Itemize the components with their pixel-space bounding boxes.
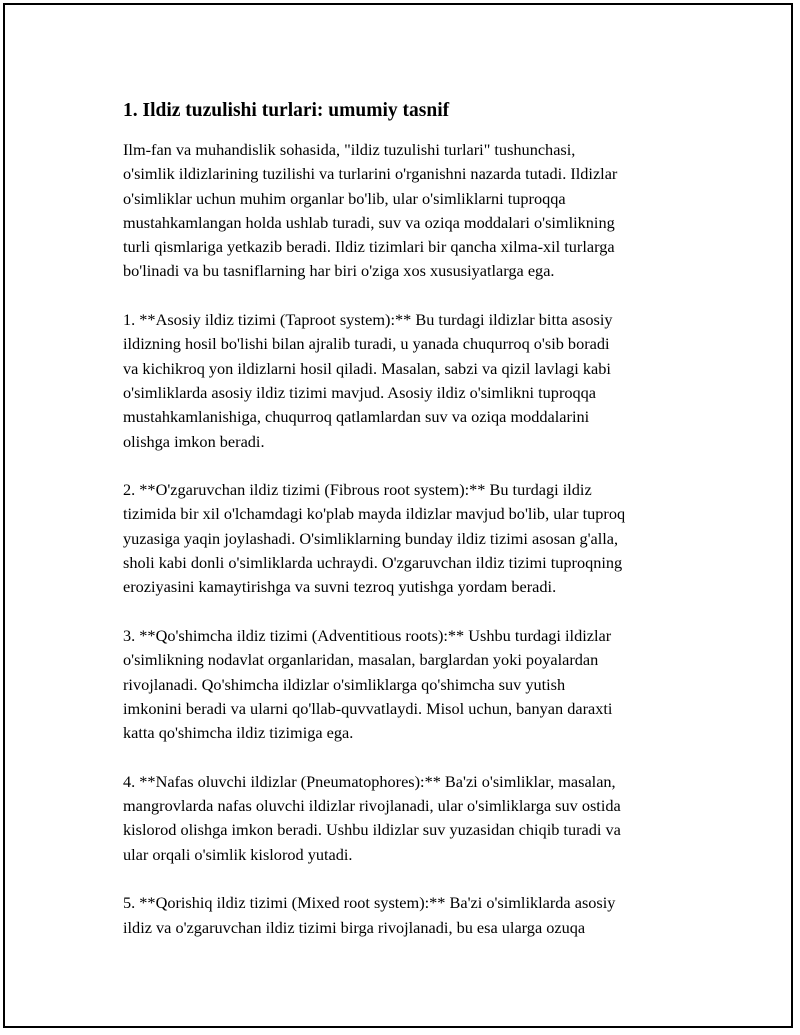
text-line: sholi kabi donli o'simliklarda uchraydi. O'zgaruvchan ildiz tizimi tuproqning [123,553,623,573]
text-line: o'simlik ildizlarining tuzilishi va turlarini o'rganishni nazarda tutadi. Ildizlar [123,164,618,184]
text-line: kislorod olishga imkon beradi. Ushbu ildizlar suv yuzasidan chiqib turadi va [123,820,621,840]
text-line: katta qo'shimcha ildiz tizimiga ega. [123,723,354,743]
text-line: Ilm-fan va muhandislik sohasida, "ildiz tuzulishi turlari" tushunchasi, [123,140,576,159]
adventitious-roots-paragraph [123,624,683,745]
text-line: eroziyasini kamaytirishga va suvni tezroq yutishga yordam beradi. [123,577,557,597]
taproot-paragraph [123,308,683,454]
text-line: ildizning hosil bo'lishi bilan ajralib turadi, u yanada chuqurroq o'sib boradi [123,334,610,354]
page-frame [3,3,793,1028]
text-line: o'simlikning nodavlat organlaridan, masalan, barglardan yoki poyalardan [123,650,599,670]
pneumatophores-paragraph [123,770,683,867]
text-line: 1. **Asosiy ildiz tizimi (Taproot system):** Bu turdagi ildizlar bitta asosiy [123,310,613,330]
document-title: 1. Ildiz tuzulishi turlari: umumiy tasnif [123,100,450,121]
text-line: 4. **Nafas oluvchi ildizlar (Pneumatophores):** Ba'zi o'simliklar, masalan, [123,771,616,791]
text-line: imkonini beradi va ularni qo'llab-quvvatlaydi. Misol uchun, banyan daraxti [123,698,613,718]
mixed-root-paragraph [123,891,683,940]
text-line: 3. **Qo'shimcha ildiz tizimi (Adventitious roots):** Ushbu turdagi ildizlar [123,625,612,645]
intro-paragraph [123,138,683,284]
text-line: mustahkamlanishiga, chuqurroq qatlamlardan suv va oziqa moddalarini [123,407,590,427]
text-line: o'simliklar uchun muhim organlar bo'lib, ular o'simliklarni tuproqqa [123,188,566,208]
text-line: mustahkamlangan holda ushlab turadi, suv va oziqa moddalari o'simlikning [123,212,615,232]
text-line: olishga imkon beradi. [123,431,265,451]
text-line: turli qismlariga yetkazib beradi. Ildiz tizimlari bir qancha xilma-xil turlarga [123,237,615,257]
text-line: ildiz va o'zgaruvchan ildiz tizimi birga rivojlanadi, bu esa ularga ozuqa [123,917,586,937]
text-line: va kichikroq yon ildizlarni hosil qiladi. Masalan, sabzi va qizil lavlagi kabi [123,358,611,378]
text-line: yuzasiga yaqin joylashadi. O'simliklarning bunday ildiz tizimi asosan g'alla, [123,528,619,548]
text-line: ular orqali o'simlik kislorod yutadi. [123,844,353,864]
text-line: bo'linadi va bu tasniflarning har biri o'ziga xos xususiyatlarga ega. [123,261,555,281]
text-line: mangrovlarda nafas oluvchi ildizlar rivojlanadi, ular o'simliklarga suv ostida [123,796,621,816]
text-line: o'simliklarda asosiy ildiz tizimi mavjud. Asosiy ildiz o'simlikni tuproqqa [123,382,597,402]
text-line: 5. **Qorishiq ildiz tizimi (Mixed root system):** Ba'zi o'simliklarda asosiy [123,893,616,913]
text-line: 2. **O'zgaruvchan ildiz tizimi (Fibrous root system):** Bu turdagi ildiz [123,480,592,500]
text-line: tizimida bir xil o'lchamdagi ko'plab mayda ildizlar mavjud bo'lib, ular tuproq [123,504,626,524]
text-line: rivojlanadi. Qo'shimcha ildizlar o'simliklarga qo'shimcha suv yutish [123,674,566,694]
fibrous-root-paragraph [123,478,683,599]
document-body [123,98,683,964]
